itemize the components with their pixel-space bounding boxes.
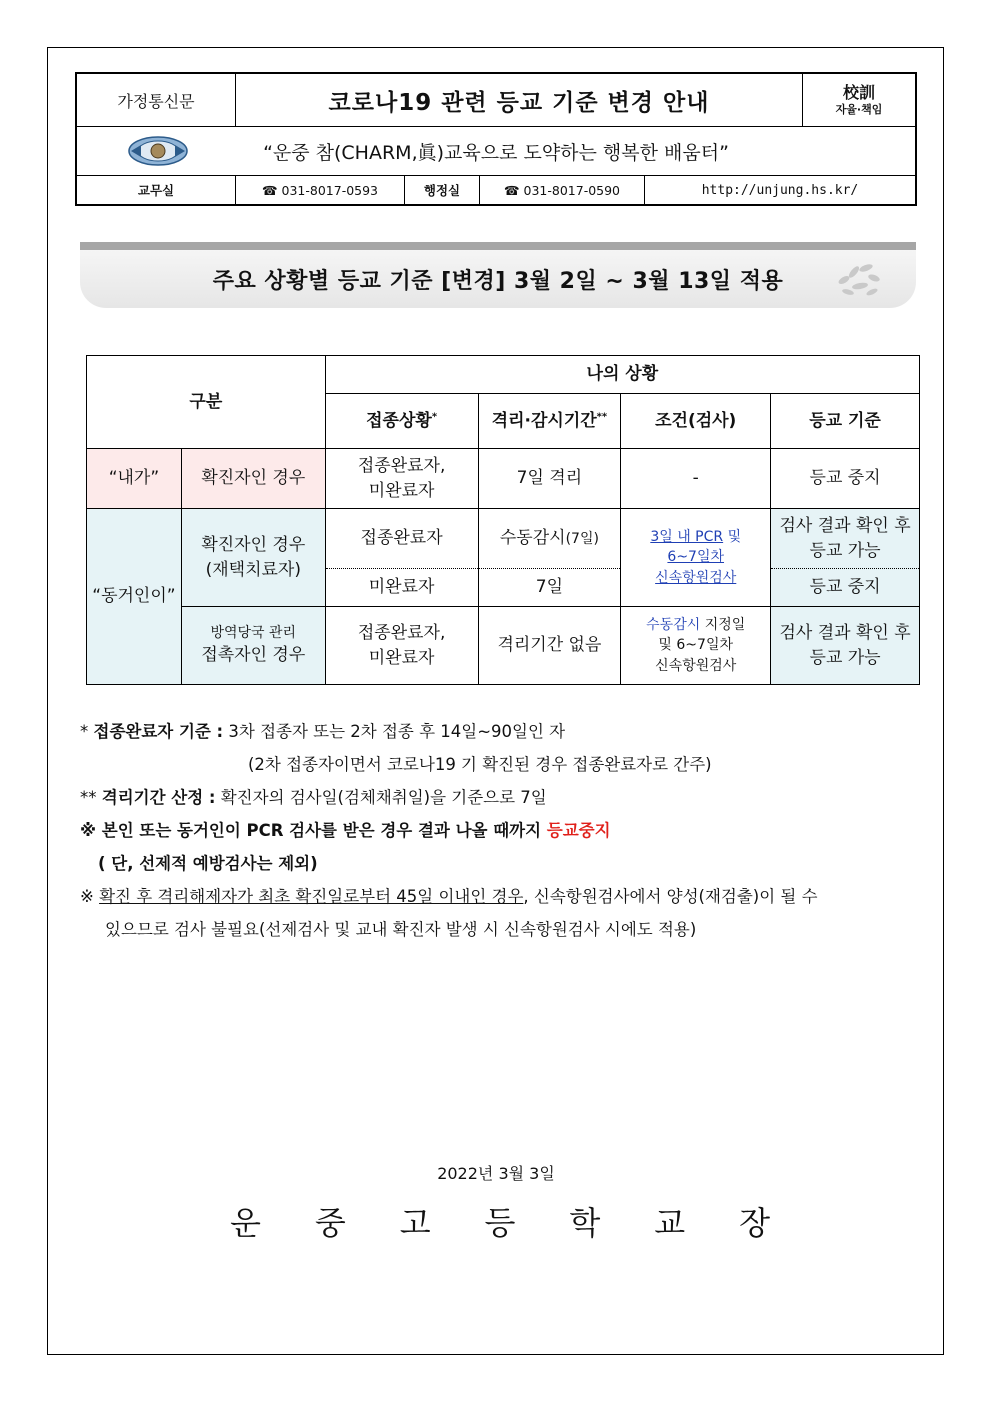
attendance-criteria-header: 등교 기준 <box>771 394 920 449</box>
leaf-decoration-icon <box>830 258 886 302</box>
principal-signature <box>230 1198 770 1244</box>
doc-type: 가정통신문 <box>76 73 236 127</box>
row-household-unvaccinated: 미완료자 <box>325 569 478 607</box>
page-title: 코로나19 관련 등교 기준 변경 안내 <box>236 73 803 127</box>
row-contact-vaccine: 접종완료자, 미완료자 <box>325 607 478 685</box>
note-pcr-exception: ( 단, 선제적 예방검사는 제외) <box>98 854 318 873</box>
row-self-vaccine: 접종완료자, 미완료자 <box>325 449 478 509</box>
school-website-link[interactable]: http://unjung.hs.kr/ <box>701 182 859 198</box>
isolation-period-header: 격리·감시기간** <box>478 394 621 449</box>
slogan-text: “운중 참(CHARM,眞)교육으로 도약하는 행복한 배움터” <box>263 141 729 164</box>
principal-char: 학 <box>569 1204 601 1242</box>
my-situation-header: 나의 상황 <box>325 356 919 394</box>
note-recovered-rule-cont: 있으므로 검사 불필요(선제검사 및 교내 확진자 발생 시 신속항원검사 시에도 적용) <box>105 920 697 939</box>
banner-top-rule <box>80 242 916 250</box>
office2-label: 행정실 <box>405 176 480 204</box>
row-contact-case: 방역당국 관리 접촉자인 경우 <box>181 607 325 685</box>
vaccine-status-header: 접종상황* <box>325 394 478 449</box>
motto-value: 자율·책임 <box>835 103 883 117</box>
footnotes <box>80 715 922 946</box>
note-pcr-rule: ※ 본인 또는 동거인이 PCR 검사를 받은 경우 결과 나올 때까지 등교중지 <box>80 821 611 840</box>
principal-char: 중 <box>314 1204 346 1242</box>
principal-char: 등 <box>484 1204 516 1242</box>
table-row <box>87 449 920 509</box>
row-household-isolation-vaccinated: 수동감시(7일) <box>478 509 621 569</box>
principal-char: 고 <box>399 1204 431 1242</box>
row-household-vaccinated: 접종완료자 <box>325 509 478 569</box>
note-isolation-definition: ** 격리기간 산정 : 확진자의 검사일(검체채취일)을 기준으로 7일 <box>80 788 547 807</box>
row-contact-isolation: 격리기간 없음 <box>478 607 621 685</box>
note-recovered-rule: ※ 확진 후 격리해제자가 최초 확진일로부터 45일 이내인 경우, 신속항원검사에서 양성(재검출)이 될 수 <box>80 887 818 906</box>
row-self-label: “내가” <box>87 449 182 509</box>
note-vaccinated-sub: (2차 접종자이면서 코로나19 기 확진된 경우 접종완료자로 간주) <box>248 755 712 774</box>
table-row <box>87 607 920 685</box>
office1-label: 교무실 <box>77 176 236 204</box>
row-self-condition: - <box>621 449 771 509</box>
section-banner <box>80 250 916 308</box>
banner-text: 주요 상황별 등교 기준 [변경] 3월 2일 ~ 3월 13일 적용 <box>212 269 784 294</box>
issue-date: 2022년 3월 3일 <box>437 1164 555 1183</box>
row-household-label: “동거인이” <box>87 509 182 685</box>
letter-header <box>75 72 917 206</box>
principal-char: 운 <box>230 1204 261 1242</box>
row-household-isolation-unvaccinated: 7일 <box>478 569 621 607</box>
office1-phone: ☎ 031-8017-0593 <box>236 176 405 204</box>
school-attendance-criteria-table <box>86 355 920 685</box>
school-slogan-cell <box>76 127 916 176</box>
principal-char: 교 <box>654 1204 686 1242</box>
row-self-criteria: 등교 중지 <box>771 449 920 509</box>
row-contact-criteria: 검사 결과 확인 후 등교 가능 <box>771 607 920 685</box>
row-self-case: 확진자인 경우 <box>181 449 325 509</box>
school-emblem-icon <box>127 135 189 167</box>
contact-table <box>77 176 915 204</box>
condition-header: 조건(검사) <box>621 394 771 449</box>
row-household-condition: 3일 내 PCR 및 6~7일차 신속항원검사 <box>621 509 771 607</box>
row-household-criteria-vaccinated: 검사 결과 확인 후 등교 가능 <box>771 509 920 569</box>
principal-char: 장 <box>739 1204 770 1242</box>
table-row <box>87 509 920 569</box>
row-household-confirmed-case: 확진자인 경우 (재택치료자) <box>181 509 325 607</box>
row-contact-condition: 수동감시 지정일 및 6~7일차 신속항원검사 <box>621 607 771 685</box>
office2-phone: ☎ 031-8017-0590 <box>480 176 645 204</box>
school-motto <box>803 73 917 127</box>
motto-title: 校訓 <box>842 83 875 103</box>
note-vaccinated-definition: * 접종완료자 기준 : 3차 접종자 또는 2차 접종 후 14일~90일인 자 <box>80 722 566 741</box>
col-group-header: 구분 <box>87 356 326 449</box>
row-self-isolation: 7일 격리 <box>478 449 621 509</box>
row-household-criteria-unvaccinated: 등교 중지 <box>771 569 920 607</box>
